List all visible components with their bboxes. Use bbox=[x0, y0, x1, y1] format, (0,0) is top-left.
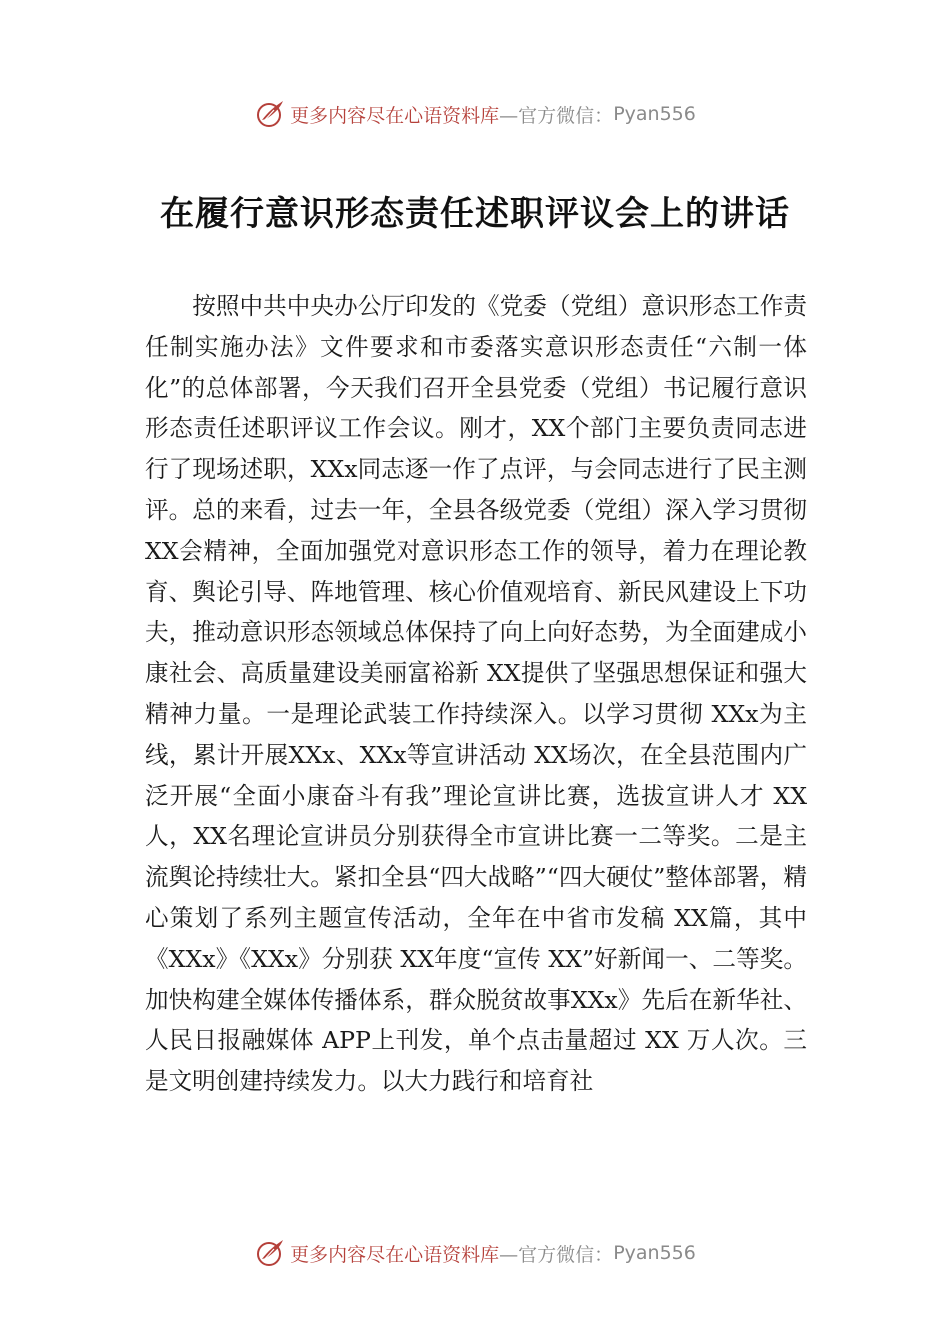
watermark-wechat-id: Pyan556 bbox=[613, 103, 696, 125]
watermark-wechat-label: —官方微信： bbox=[499, 1243, 614, 1266]
watermark-wechat-id: Pyan556 bbox=[613, 1242, 696, 1264]
watermark-header bbox=[0, 94, 950, 134]
feather-pen-circle-icon bbox=[254, 98, 286, 130]
watermark-slogan: 更多内容尽在心语资料库 bbox=[290, 1243, 500, 1266]
watermark-footer bbox=[0, 1233, 950, 1273]
feather-pen-circle-icon bbox=[254, 1237, 286, 1269]
document-title: 在履行意识形态责任述职评议会上的讲话 bbox=[160, 194, 790, 234]
watermark-wechat-label: —官方微信： bbox=[499, 104, 614, 127]
watermark-slogan: 更多内容尽在心语资料库 bbox=[290, 104, 500, 127]
document-paragraph: 按照中共中央办公厅印发的《党委（党组）意识形态工作责任制实施办法》文件要求和市委落实意识形态责任“六制一体化”的总体部署，今天我们召开全县党委（党组）书记履行意识形态责任述职评议工作会议。刚才，XX个部门主要负责同志进行了现场述职，XXx同志逐一作了点评，与会同志进行了民主测评。总的来看，过去一年，全县各级党委（党组）深入学习贯彻 XX会精神，全面加强党对意识形态工作的领导，着力在理论教育、舆论引导、阵地管理、核心价值观培育、新民风建设上下功夫，推动意识形态领域总体保持了向上向好态势，为全面建成小康社会、高质量建设美丽富裕新 XX提供了坚强思想保证和强大精神力量。一是理论武装工作持续深入。以学习贯彻 XXx为主线，累计开展XXx、XXx等宣讲活动 XX场次，在全县范围内广泛开展“全面小康奋斗有我”理论宣讲比赛，选拔宣讲人才 XX人，XX名理论宣讲员分别获得全市宣讲比赛一二等奖。二是主流舆论持续壮大。紧扣全县“四大战略”“四大硬仗”整体部署，精心策划了系列主题宣传活动，全年在中省市发稿 XX篇，其中《XXx》《XXx》分别获 XX年度“宣传 XX”好新闻一、二等奖。加快构建全媒体传播体系，群众脱贫故事XXx》先后在新华社、人民日报融媒体 APP上刊发，单个点击量超过 XX 万人次。三是文明创建持续发力。以大力践行和培育社 bbox=[145, 292, 807, 1096]
